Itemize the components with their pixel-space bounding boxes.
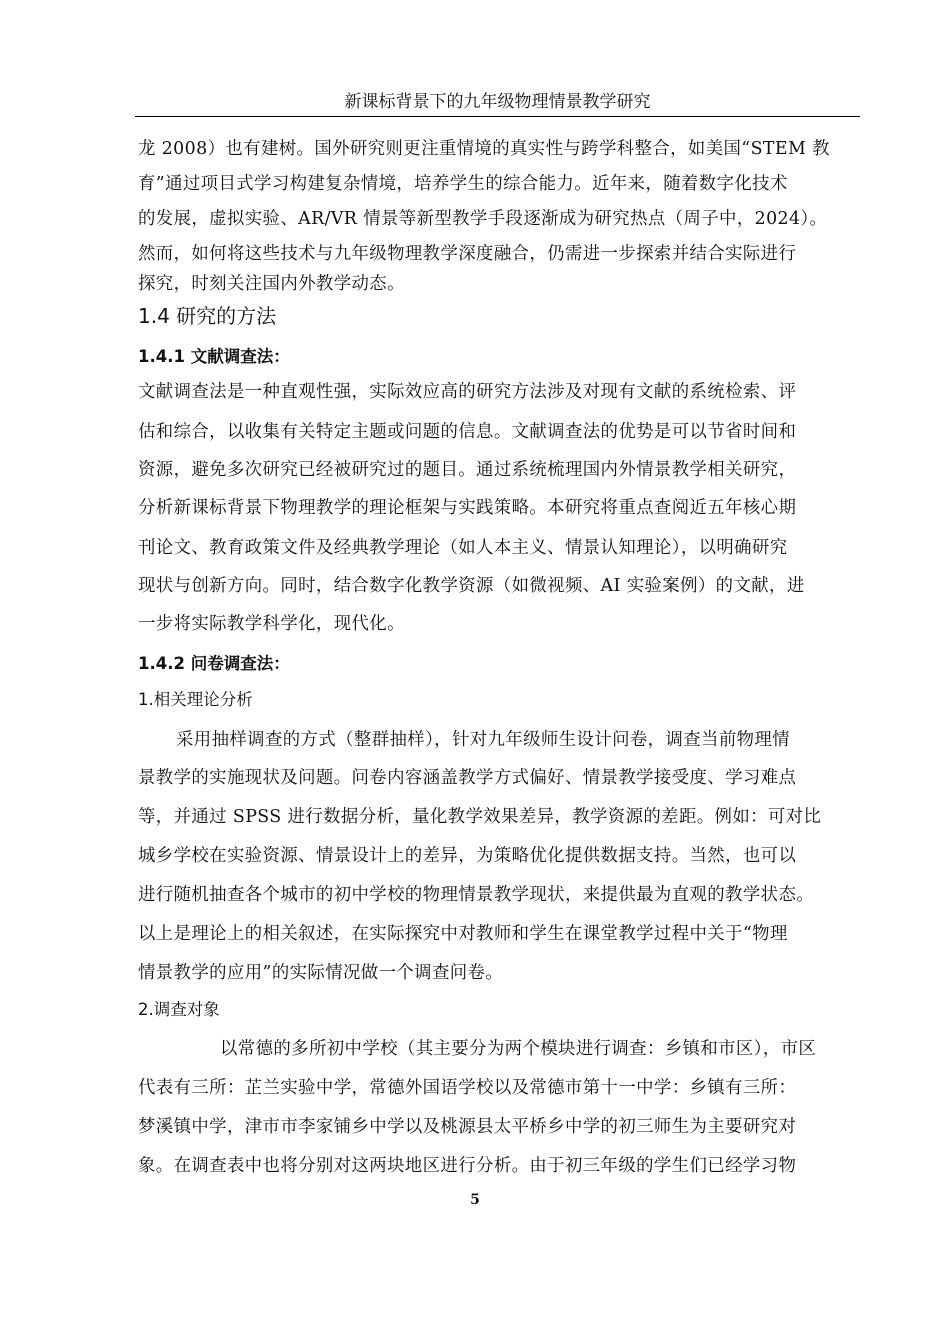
paragraph-line: 以上是理论上的相关叙述，在实际探究中对教师和学生在课堂教学过程中关于“物理 — [138, 924, 788, 944]
paragraph-line: 分析新课标背景下物理教学的理论框架与实践策略。本研究将重点查阅近五年核心期 — [138, 498, 797, 518]
subsection-heading: 1.4.2 问卷调查法： — [138, 654, 290, 673]
paragraph-line: 文献调查法是一种直观性强，实际效应高的研究方法涉及对现有文献的系统检索、评 — [138, 382, 797, 402]
paragraph-line: 的发展，虚拟实验、AR/VR 情景等新型教学手段逐渐成为研究热点（周子中，2024）。 — [138, 209, 828, 229]
paragraph-line: 资源，避免多次研究已经被研究过的题目。通过系统梳理国内外情景教学相关研究， — [138, 460, 797, 480]
paragraph-line: 象。在调查表中也将分别对这两块地区进行分析。由于初三年级的学生们已经学习物 — [138, 1156, 797, 1176]
paragraph-line: 进行随机抽查各个城市的初中学校的物理情景教学现状，来提供最为直观的教学状态。 — [138, 885, 815, 905]
section-heading: 1.4 研究的方法 — [138, 304, 277, 328]
paragraph-line: 梦溪镇中学，津市市李家铺乡中学以及桃源县太平桥乡中学的初三师生为主要研究对 — [138, 1117, 797, 1137]
subsection-heading: 1.4.1 文献调查法： — [138, 347, 290, 366]
paragraph-line: 景教学的实施现状及问题。问卷内容涵盖教学方式偏好、情景教学接受度、学习难点 — [138, 768, 797, 788]
subheading: 2.调查对象 — [138, 1000, 220, 1019]
page-number: 5 — [470, 1192, 480, 1208]
paragraph-line: 城乡学校在实验资源、情景设计上的差异，为策略优化提供数据支持。当然，也可以 — [138, 846, 797, 866]
paragraph-line: 情景教学的应用”的实际情况做一个调查问卷。 — [138, 963, 504, 983]
paragraph-line: 代表有三所：芷兰实验中学，常德外国语学校以及常德市第十一中学：乡镇有三所： — [138, 1078, 797, 1098]
paragraph-line: 现状与创新方向。同时，结合数字化教学资源（如微视频、AI 实验案例）的文献，进 — [138, 576, 805, 596]
paragraph-line: 等，并通过 SPSS 进行数据分析，量化教学效果差异，教学资源的差距。例如：可对比 — [138, 807, 822, 827]
paragraph-line: 刊论文、教育政策文件及经典教学理论（如人本主义、情景认知理论），以明确研究 — [138, 538, 788, 558]
paragraph-line: 然而，如何将这些技术与九年级物理教学深度融合，仍需进一步探索并结合实际进行 — [138, 244, 797, 264]
paragraph-line: 探究，时刻关注国内外教学动态。 — [138, 274, 405, 294]
running-header: 新课标背景下的九年级物理情景教学研究 — [135, 88, 860, 117]
paragraph-line: 以常德的多所初中学校（其主要分为两个模块进行调查：乡镇和市区），市区 — [220, 1039, 817, 1059]
paragraph-line: 估和综合，以收集有关特定主题或问题的信息。文献调查法的优势是可以节省时间和 — [138, 422, 797, 442]
paragraph-line: 采用抽样调查的方式（整群抽样），针对九年级师生设计问卷，调查当前物理情 — [176, 730, 790, 750]
paragraph-line: 龙 2008）也有建树。国外研究则更注重情境的真实性与跨学科整合，如美国“STEM 教 — [138, 139, 830, 159]
paragraph-line: 育”通过项目式学习构建复杂情境，培养学生的综合能力。近年来，随着数字化技术 — [138, 174, 788, 194]
subheading: 1.相关理论分析 — [138, 690, 253, 709]
paragraph-line: 一步将实际教学科学化，现代化。 — [138, 614, 405, 634]
